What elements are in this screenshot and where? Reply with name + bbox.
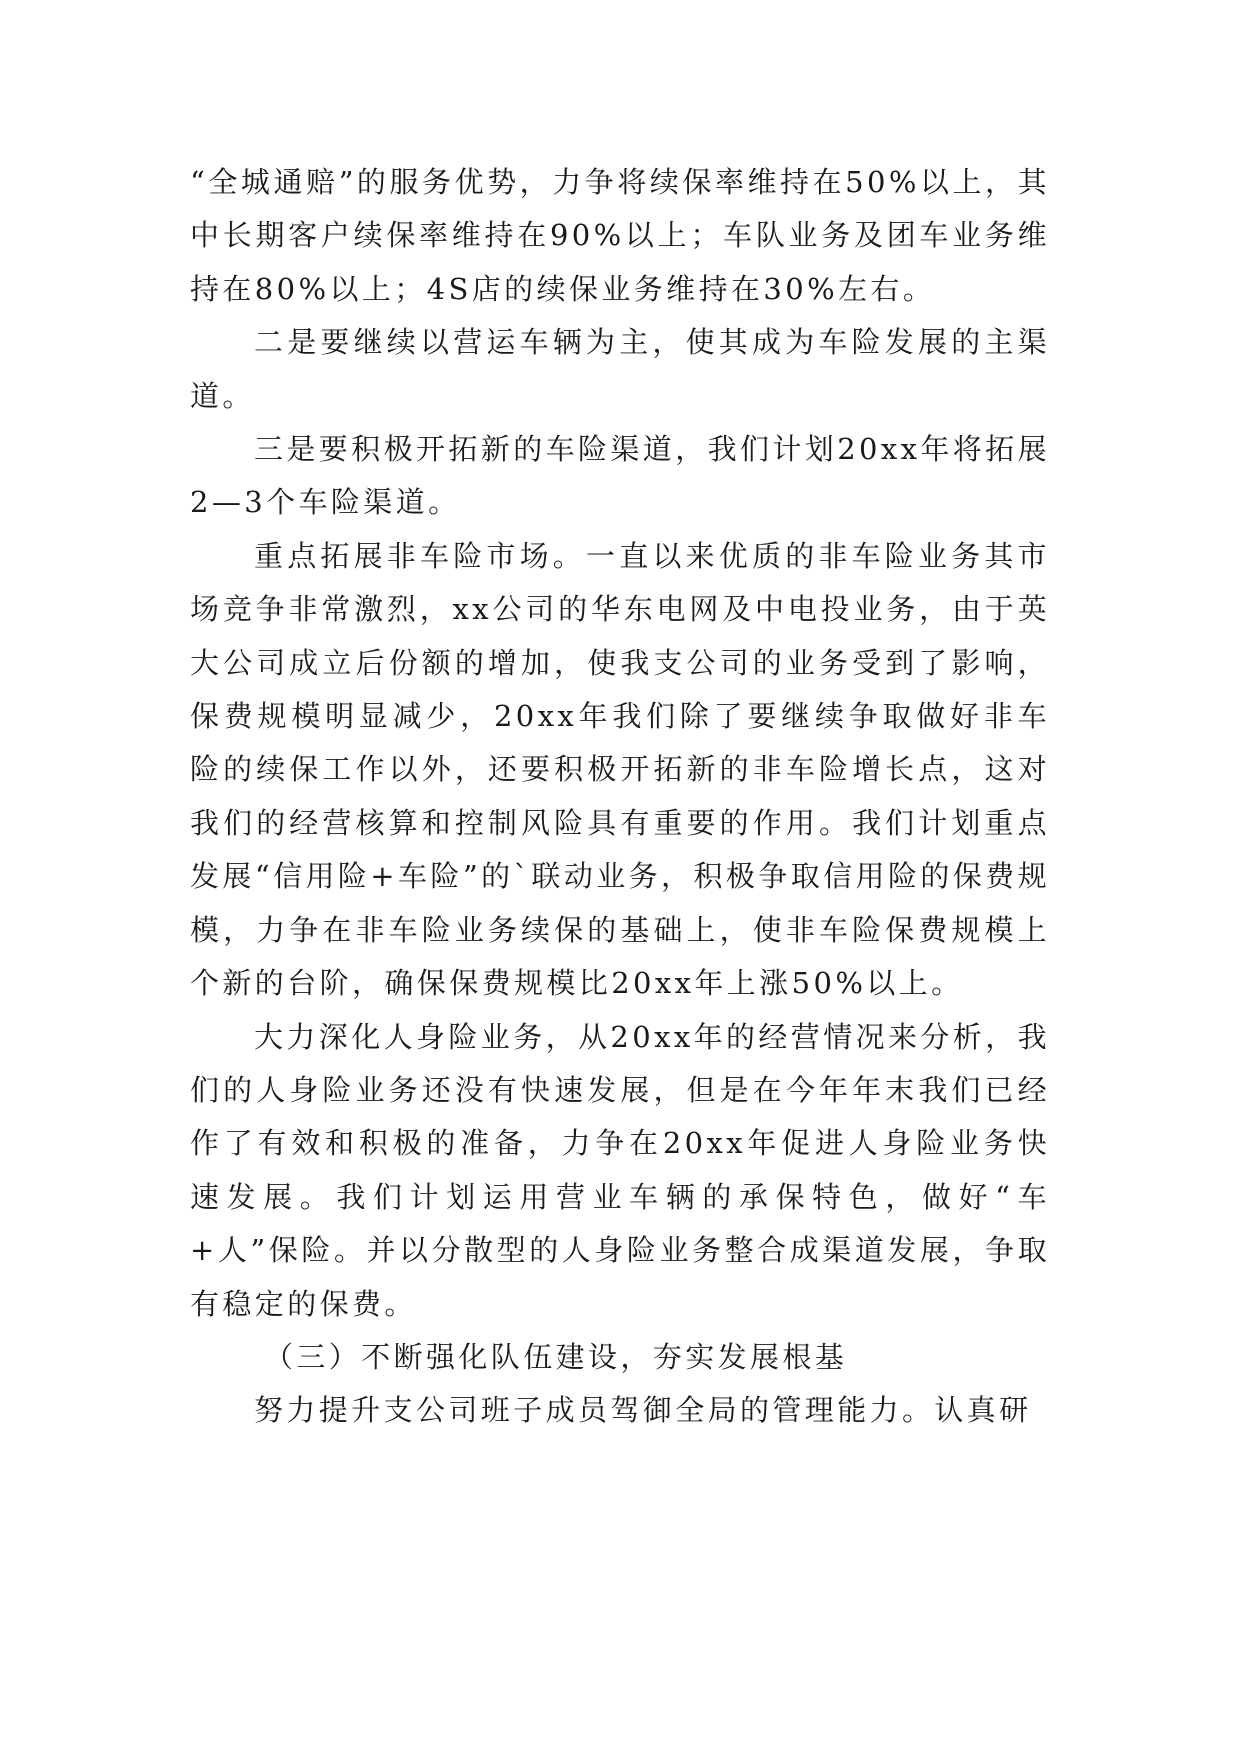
paragraph-continuation: “全城通赔”的服务优势，力争将续保率维持在50%以上，其中长期客户续保率维持在90%以上；车队业务及团车业务维持在80%以上；4S店的续保业务维持在30%左右。: [190, 165, 1050, 306]
section-heading-team-building: （三）不断强化队伍建设，夯实发展根基: [264, 1339, 848, 1374]
paragraph-non-auto-market: 重点拓展非车险市场。一直以来优质的非车险业务其市场竞争非常激烈，xx公司的华东电网及中电投业务，由于英大公司成立后份额的增加，使我支公司的业务受到了影响，保费规模明显减少，20xx年我们除了要继续争取做好非车险的续保工作以外，还要积极开拓新的非车险增长点，这对我们的经营核算和控制风险具有重要的作用。我们计划重点发展“信用险+车险”的`联动业务，积极争取信用险的保费规模，力争在非车险业务续保的基础上，使非车险保费规模上个新的台阶，确保保费规模比20xx年上涨50%以上。: [190, 538, 1050, 1001]
paragraph-management-capacity: 努力提升支公司班子成员驾御全局的管理能力。认真研: [254, 1393, 1032, 1428]
document-body: [190, 156, 1050, 1438]
paragraph-new-channels: 三是要积极开拓新的车险渠道，我们计划20xx年将拓展2—3个车险渠道。: [190, 432, 1051, 520]
paragraph-personal-insurance: 大力深化人身险业务，从20xx年的经营情况来分析，我们的人身险业务还没有快速发展，但是在今年年末我们已经作了有效和积极的准备，力争在20xx年促进人身险业务快速发展。我们计划运用营业车辆的承保特色，做好“车+人”保险。并以分散型的人身险业务整合成渠道发展，争取有稳定的保费。: [190, 1019, 1051, 1321]
paragraph-operating-vehicles: 二是要继续以营运车辆为主，使其成为车险发展的主渠道。: [190, 325, 1050, 413]
